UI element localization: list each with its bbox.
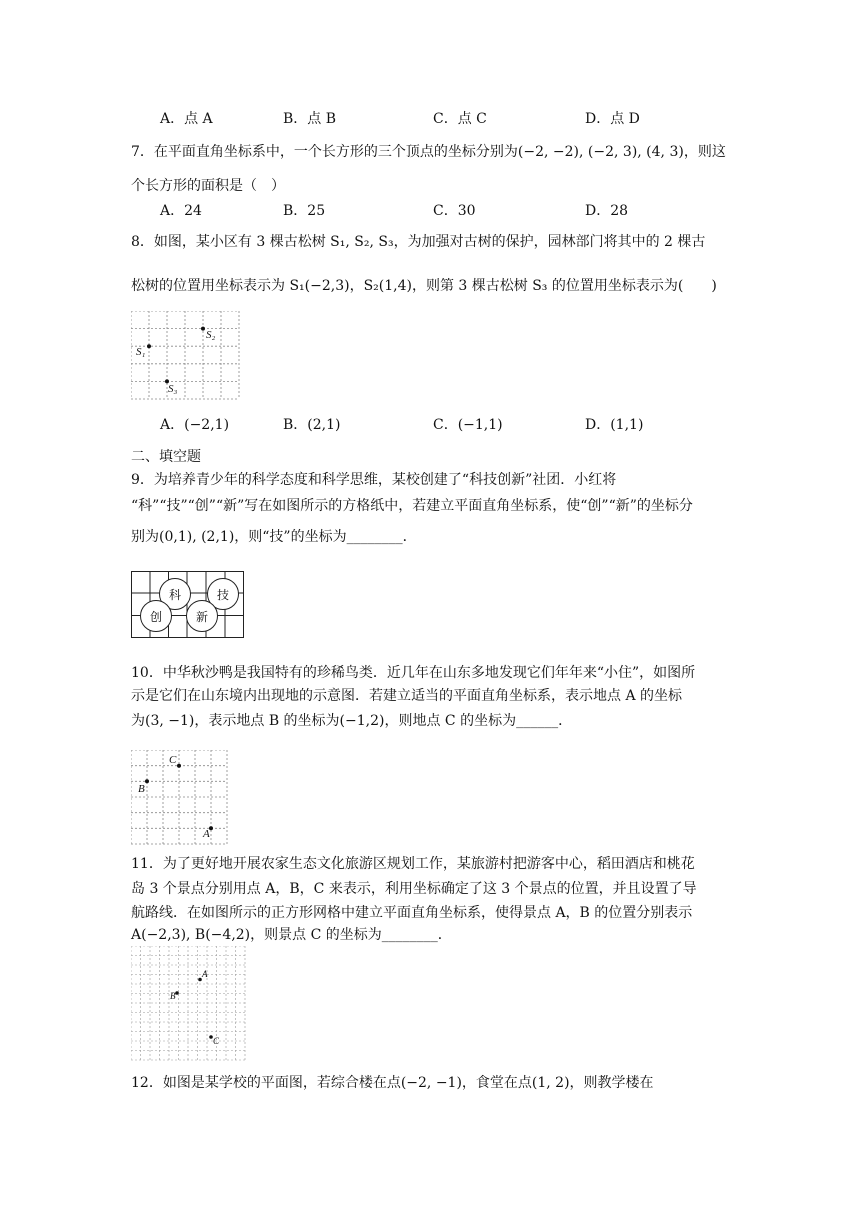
q9-text-line3: 别为(0,1), (2,1)，则“技”的坐标为________．: [131, 529, 417, 545]
q12-text-line1: 12．如图是某学校的平面图，若综合楼在点(−2, −1)，食堂在点(1, 2)，则教学楼在: [131, 1075, 654, 1091]
q10-text-line2-visible: 示是它们在山东境内出现地的示意图．若建立适当的平面直角坐标系，表示地点 A 的坐标: [131, 688, 683, 704]
q8-grid-figure: [131, 311, 241, 401]
q7-option-b: B．25: [283, 203, 326, 219]
q9-text-line1: 9．为培养青少年的科学态度和科学思维，某校创建了“科技创新”社团．小红将: [131, 472, 617, 488]
q7-option-c: C．30: [433, 203, 476, 219]
q6-option-c: C．点 C: [433, 111, 487, 127]
q11-text-line4: A(−2,3), B(−4,2)，则景点 C 的坐标为________．: [131, 927, 452, 943]
q11-c-label: C: [213, 1036, 220, 1046]
section-fill-in-title: 二、填空题: [131, 449, 201, 465]
q7-text-line2: 个长方形的面积是（ ）: [131, 178, 285, 194]
c-point: [177, 764, 181, 768]
q11-grid: [131, 946, 247, 1062]
s1-label: S₁: [136, 346, 146, 358]
q9-text-line2: “科”“技”“创”“新”写在如图所示的方格纸中，若建立平面直角坐标系，使“创”“新”的坐标分: [131, 498, 693, 514]
q8-grid: [131, 311, 241, 401]
s2-point: [201, 327, 205, 331]
q8-option-d: D．(1,1): [585, 417, 644, 433]
q10-a-label: A: [203, 828, 210, 840]
q11-grid-figure: [131, 946, 247, 1062]
q7-option-d: D．28: [585, 203, 629, 219]
char-xin: 新: [186, 600, 218, 632]
q11-text-line3: 航路线．在如图所示的正方形网格中建立平面直角坐标系，使得景点 A，B 的位置分别表示: [131, 905, 693, 921]
q8-text-line1: 8．如图，某小区有 3 棵古松树 S₁, S₂, S₃，为加强对古树的保护，园林部门将其中的 2 棵古: [131, 234, 706, 250]
q10-c-label: C: [169, 754, 177, 766]
q9-grid-figure: [131, 571, 245, 639]
s1-point: [147, 344, 151, 348]
q10-text-line1: 10．中华秋沙鸭是我国特有的珍稀鸟类．近几年在山东多地发现它们年年来“小住”，如图所: [131, 665, 696, 681]
q8-option-b: B．(2,1): [283, 417, 341, 433]
q11-text-line1: 11．为了更好地开展农家生态文化旅游区规划工作，某旅游村把游客中心，稻田酒店和桃花: [131, 856, 695, 872]
char-chuang: 创: [140, 600, 172, 632]
q8-text-line2: 松树的位置用坐标表示为 S₁(−2,3)，S₂(1,4)，则第 3 棵古松树 S₃ 的位置用坐标表示为( ): [131, 278, 717, 294]
q6-option-a: A．点 A: [160, 111, 213, 127]
q10-grid: [131, 750, 231, 846]
q6-option-d: D．点 D: [585, 111, 640, 127]
q7-option-a: A．24: [160, 203, 202, 219]
s3-label: S₃: [168, 383, 178, 395]
q8-option-c: C．(−1,1): [433, 417, 503, 433]
q11-b-label: B: [170, 991, 176, 1001]
q6-option-b: B．点 B: [283, 111, 337, 127]
q10-text-line3: 为(3, −1)，表示地点 B 的坐标为(−1,2)，则地点 C 的坐标为______．: [131, 713, 573, 729]
q7-text-line1: 7．在平面直角坐标系中，一个长方形的三个顶点的坐标分别为(−2, −2), (−2, 3), (4, 3)，则这: [131, 144, 726, 160]
q10-b-label: B: [138, 783, 145, 795]
s2-label: S₂: [206, 329, 216, 341]
q10-grid-figure: [131, 750, 231, 846]
b-point: [145, 779, 149, 783]
char-ji: 技: [207, 578, 239, 610]
q8-option-a: A．(−2,1): [160, 417, 230, 433]
q11-text-line2: 岛 3 个景点分别用点 A，B，C 来表示，利用坐标确定了这 3 个景点的位置，并且设置了导: [131, 881, 697, 897]
char-ke: 科: [159, 578, 191, 610]
q11-a-label: A: [202, 969, 208, 979]
